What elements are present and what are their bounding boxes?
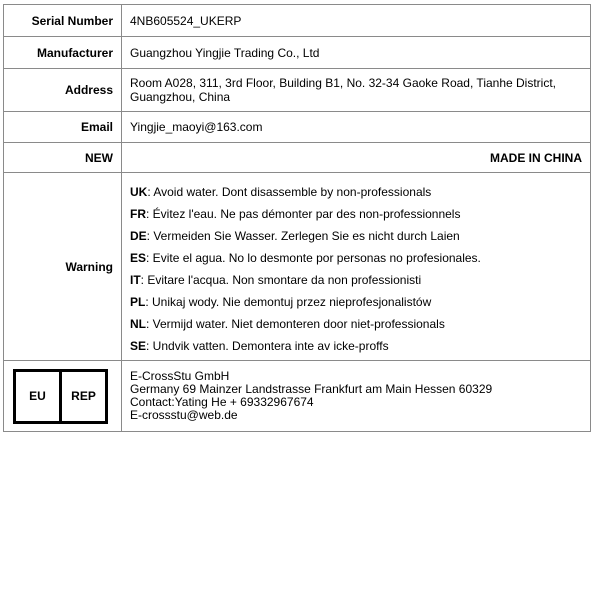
warning-code: FR xyxy=(130,206,146,221)
new-row xyxy=(4,143,591,173)
eu-rep-badge xyxy=(13,369,108,424)
warning-list xyxy=(130,177,582,357)
made-in-value: MADE IN CHINA xyxy=(122,143,591,173)
warning-row xyxy=(4,173,591,361)
warning-item-uk xyxy=(130,181,582,203)
warning-code: IT xyxy=(130,272,141,287)
eu-rep-badge-cell xyxy=(4,361,122,432)
eu-rep-address: Germany 69 Mainzer Landstrasse Frankfurt am Main Hessen 60329 xyxy=(130,382,493,396)
warning-item-es xyxy=(130,247,582,269)
eu-rep-email: E-crossstu@web.de xyxy=(130,408,238,422)
warning-code: ES xyxy=(130,250,147,265)
email-value: Yingjie_maoyi@163.com xyxy=(122,112,591,143)
eu-rep-details xyxy=(122,361,591,432)
eu-representative-row xyxy=(4,361,591,432)
serial-number-value: 4NB605524_UKERP xyxy=(122,5,591,37)
warning-text: : Undvik vatten. Demontera inte av icke-proffs xyxy=(146,338,389,353)
manufacturer-row xyxy=(4,37,591,69)
product-label-table xyxy=(3,4,591,432)
warning-text: : Vermeiden Sie Wasser. Zerlegen Sie es nicht durch Laien xyxy=(146,228,460,243)
warning-list-cell xyxy=(122,173,591,361)
eu-badge-label: EU xyxy=(29,389,46,403)
warning-code: PL xyxy=(130,294,146,309)
warning-item-se xyxy=(130,335,582,357)
address-label: Address xyxy=(4,69,122,112)
warning-code: SE xyxy=(130,338,147,353)
warning-item-nl xyxy=(130,313,582,335)
warning-code: UK xyxy=(130,184,148,199)
warning-code: DE xyxy=(130,228,147,243)
warning-code: NL xyxy=(130,316,146,331)
manufacturer-value: Guangzhou Yingjie Trading Co., Ltd xyxy=(122,37,591,69)
warning-label: Warning xyxy=(4,173,122,361)
eu-rep-contact: Contact:Yating He + 69332967674 xyxy=(130,395,314,409)
new-label: NEW xyxy=(4,143,122,173)
warning-item-de xyxy=(130,225,582,247)
address-value: Room A028, 311, 3rd Floor, Building B1, No. 32-34 Gaoke Road, Tianhe District, Guangzhou, China xyxy=(122,69,591,112)
warning-text: : Evite el agua. No lo desmonte por personas no profesionales. xyxy=(146,250,481,265)
eu-rep-company: E-CrossStu GmbH xyxy=(130,369,230,383)
warning-text: : Vermijd water. Niet demonteren door niet-professionals xyxy=(146,316,445,331)
warning-item-pl xyxy=(130,291,582,313)
address-row xyxy=(4,69,591,112)
warning-text: : Unikaj wody. Nie demontuj przez nieprofesjonalistów xyxy=(145,294,432,309)
serial-number-label: Serial Number xyxy=(4,5,122,37)
manufacturer-label: Manufacturer xyxy=(4,37,122,69)
serial-number-row xyxy=(4,5,591,37)
rep-badge-label: REP xyxy=(59,372,105,421)
email-row xyxy=(4,112,591,143)
warning-text: : Evitare l'acqua. Non smontare da non professionisti xyxy=(140,272,422,287)
warning-item-it xyxy=(130,269,582,291)
email-label: Email xyxy=(4,112,122,143)
warning-text: : Avoid water. Dont disassemble by non-professionals xyxy=(147,184,432,199)
warning-text: : Évitez l'eau. Ne pas démonter par des non-professionnels xyxy=(146,206,461,221)
warning-item-fr xyxy=(130,203,582,225)
